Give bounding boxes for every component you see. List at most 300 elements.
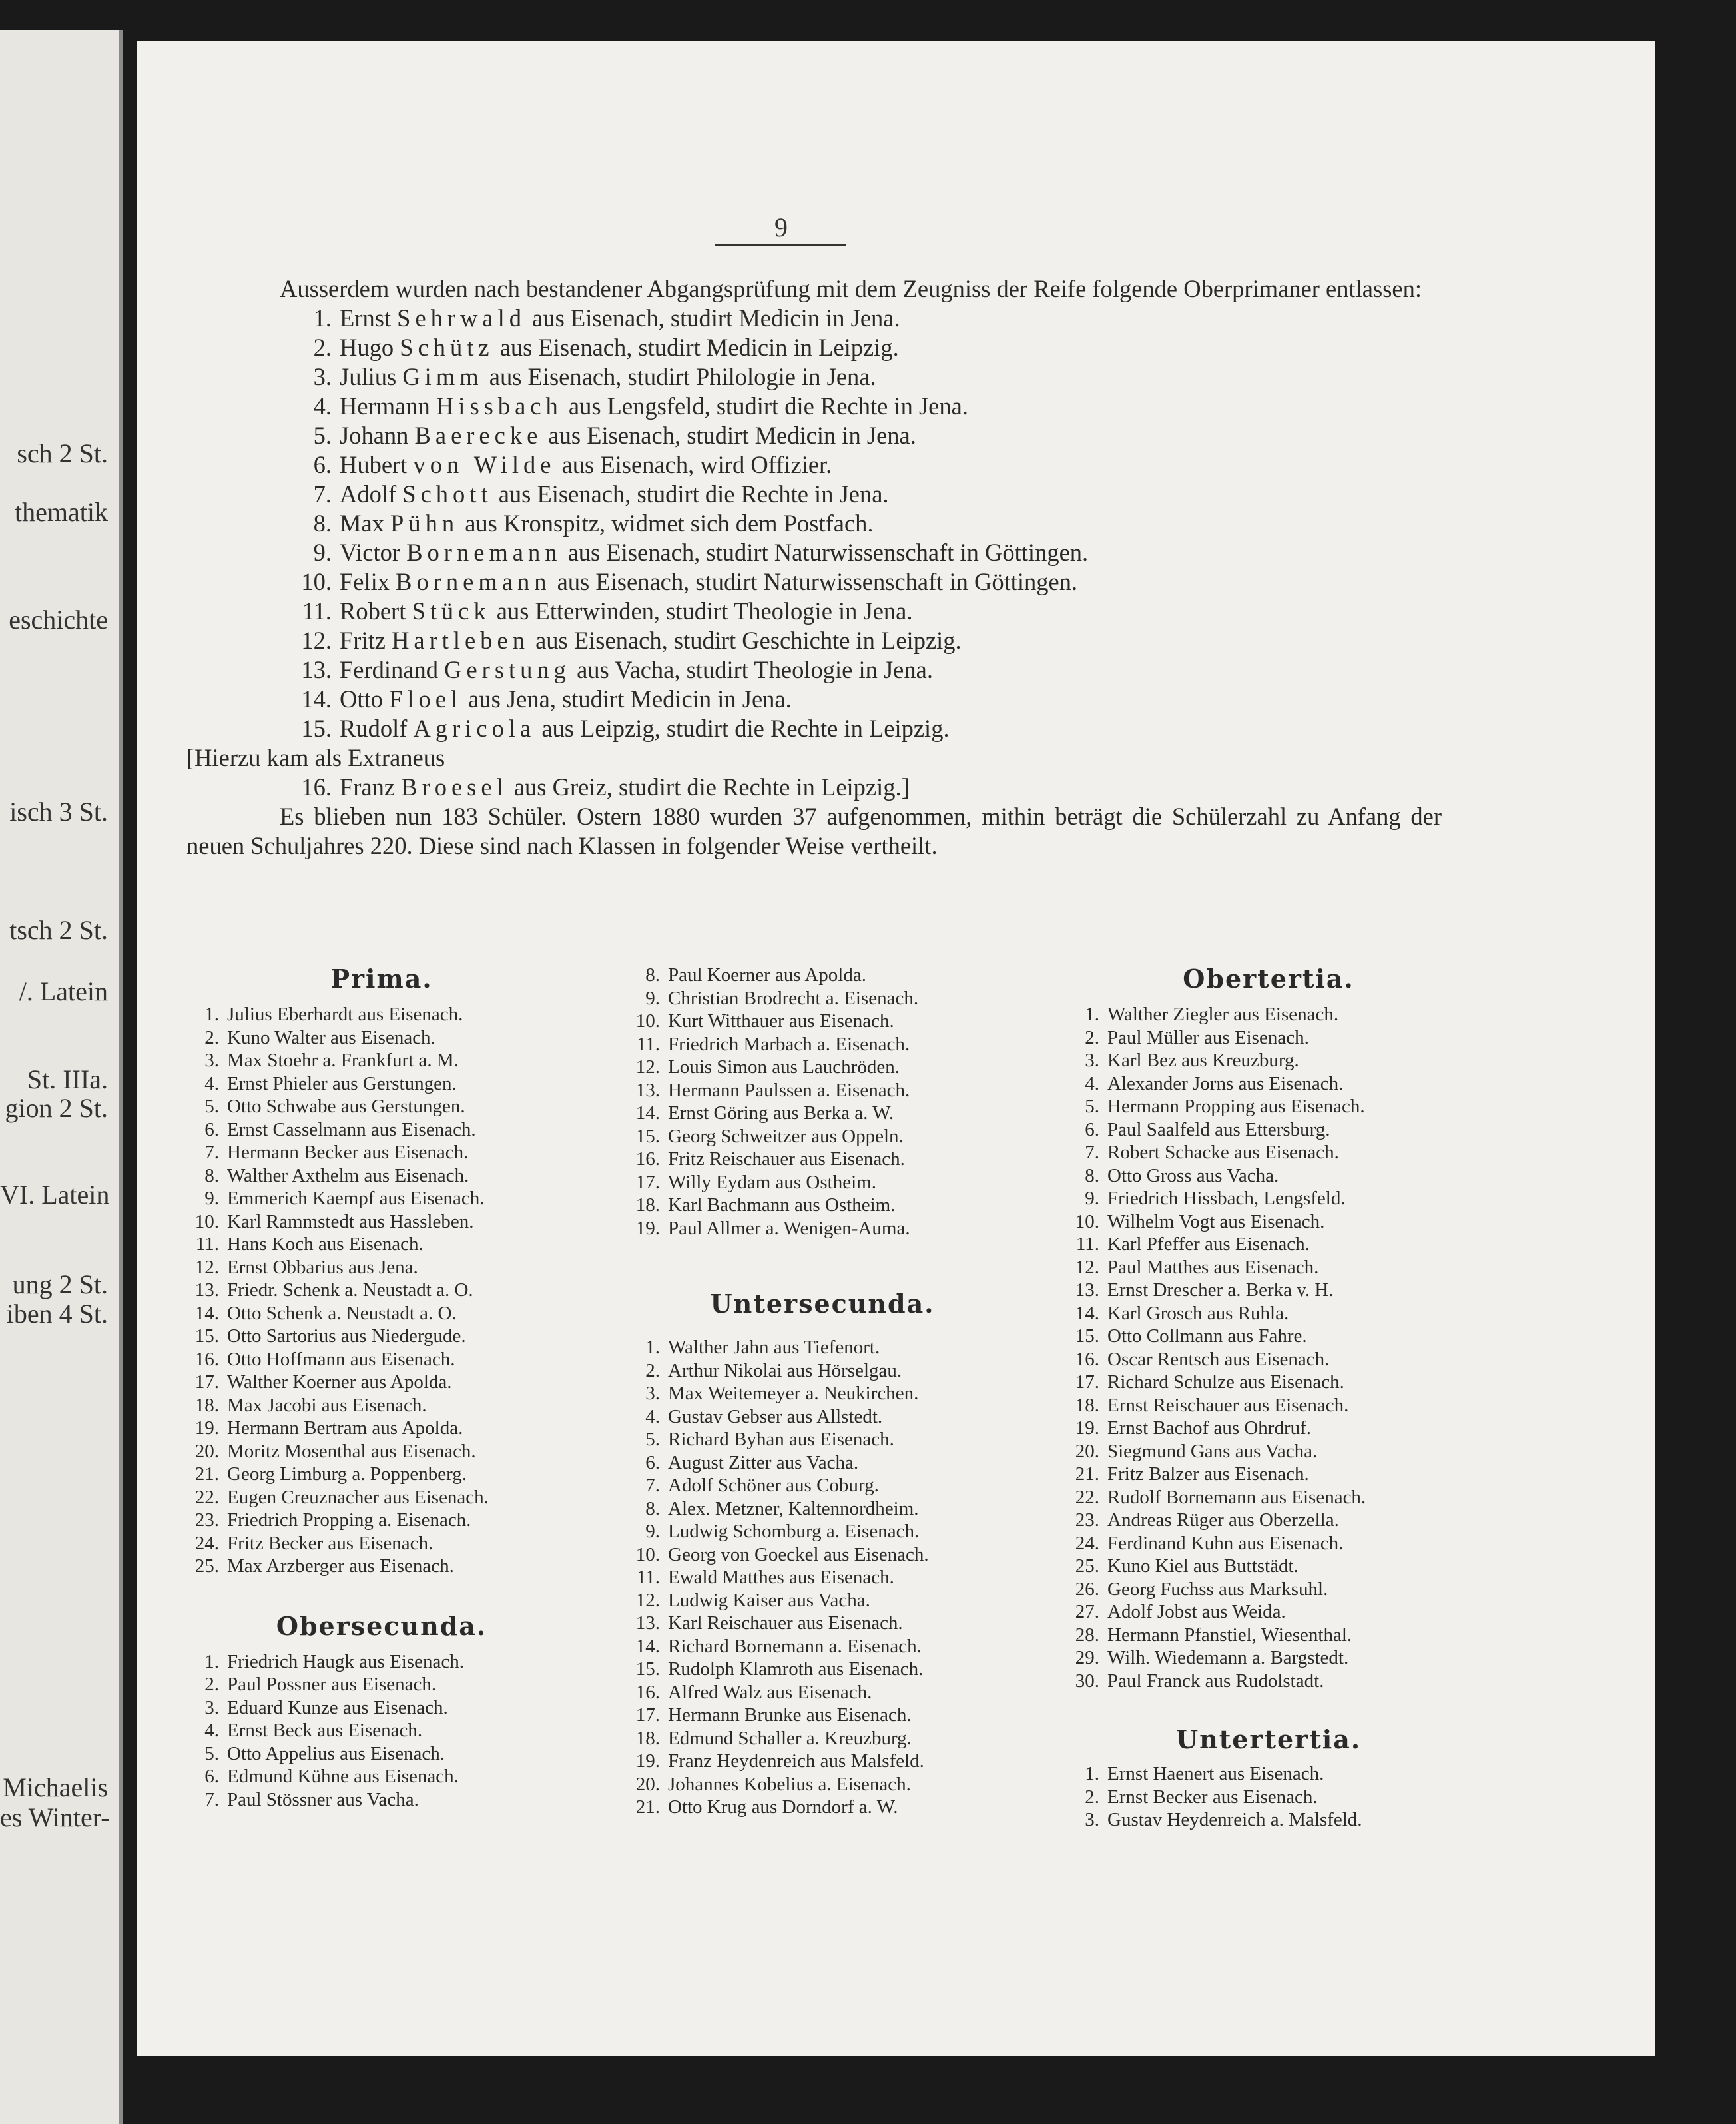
student-name: Paul Saalfeld aus Ettersburg. [1107,1118,1330,1140]
student-name: Richard Bornemann a. Eisenach. [668,1635,922,1657]
graduate-list [186,304,1442,743]
student-name: Otto Schwabe aus Gerstungen. [227,1096,465,1117]
student-name: Otto Appelius aus Eisenach. [227,1742,445,1764]
class-list-untersecunda [636,1336,1009,1819]
student-number: 3. [1085,1050,1099,1071]
graduate-detail: aus Leipzig, studirt die Rechte in Leipzig. [541,715,950,742]
student-number: 9. [204,1188,219,1209]
student-entry [1075,1670,1462,1693]
student-entry [195,1049,568,1072]
student-entry [195,1187,568,1210]
student-entry [1075,1348,1462,1371]
student-name: Richard Byhan aus Eisenach. [668,1429,894,1450]
student-entry [636,1125,1009,1148]
graduate-last-name: Sehrwald [397,304,527,332]
graduate-number: 10. [301,568,332,595]
graduate-number: 12. [301,627,332,654]
student-entry [195,1719,568,1742]
class-heading: Untertertia. [1175,1724,1362,1754]
graduate-detail: aus Eisenach, studirt Geschichte in Leipzig. [535,627,962,654]
student-entry [636,1543,1009,1567]
student-entry [195,1650,568,1674]
student-entry [636,1405,1009,1429]
student-entry [636,1497,1009,1521]
student-number: 4. [204,1720,219,1741]
student-entry [195,1486,568,1509]
student-name: Oscar Rentsch aus Eisenach. [1107,1348,1330,1370]
class-list-obersecunda-part1 [195,1650,568,1812]
student-name: Max Arzberger aus Eisenach. [227,1555,454,1577]
student-number: 23. [194,1509,219,1531]
student-number: 1. [1085,1763,1099,1784]
student-number: 20. [635,1773,660,1795]
student-number: 15. [635,1658,660,1680]
student-name: Ernst Obbarius aus Jena. [227,1256,418,1278]
column-left [195,964,568,1811]
student-entry [1075,1646,1462,1670]
graduate-item [186,509,1442,538]
margin-fragment: sch 2 St. [17,438,108,468]
student-entry [195,1348,568,1371]
graduate-last-name: Stück [412,597,491,625]
graduate-first-name: Adolf [340,480,397,508]
student-number: 29. [1075,1647,1099,1668]
student-name: Fritz Becker aus Eisenach. [227,1532,434,1554]
graduate-first-name: Ernst [340,304,392,332]
student-name: Ludwig Schomburg a. Eisenach. [668,1521,920,1542]
graduate-item [186,685,1442,714]
graduate-number: 7. [313,480,332,508]
class-list-obersecunda-part2 [636,964,1009,1239]
student-name: Ernst Haenert aus Eisenach. [1107,1763,1324,1784]
student-entry [1075,1210,1462,1234]
student-entry [636,1727,1009,1750]
student-name: Walther Ziegler aus Eisenach. [1107,1004,1339,1025]
student-entry [1075,1164,1462,1188]
student-number: 3. [1085,1809,1099,1830]
student-name: Ernst Casselmann aus Eisenach. [227,1118,476,1140]
student-name: Adolf Schöner aus Coburg. [668,1475,879,1496]
graduate-item [186,362,1442,392]
student-number: 20. [1075,1440,1099,1462]
student-entry [1075,1095,1462,1118]
student-name: Karl Pfeffer aus Eisenach. [1107,1234,1310,1255]
graduate-number: 16. [301,773,332,801]
student-entry [636,1750,1009,1773]
graduate-detail: aus Eisenach, studirt Medicin in Jena. [548,422,916,449]
student-entry [195,1394,568,1417]
student-number: 17. [1075,1371,1099,1393]
student-number: 22. [1075,1486,1099,1508]
closing-paragraph: Es blieben nun 183 Schüler. Ostern 1880 wurden 37 aufgenommen, mithin beträgt die Schülerzahl zu Anfang der neuen Schuljahres 220. Diese sind nach Klassen in folgender Weise vertheilt. [186,803,1442,859]
student-name: Andreas Rüger aus Oberzella. [1107,1509,1339,1531]
student-number: 10. [1075,1210,1099,1232]
student-number: 10. [635,1543,660,1565]
student-number: 3. [204,1696,219,1718]
student-entry [1075,1486,1462,1509]
student-number: 18. [1075,1394,1099,1416]
student-name: Fritz Balzer aus Eisenach. [1107,1463,1309,1485]
student-name: Ernst Phieler aus Gerstungen. [227,1072,457,1094]
student-number: 15. [194,1325,219,1347]
student-name: Karl Rammstedt aus Hassleben. [227,1210,474,1232]
student-number: 18. [635,1194,660,1216]
student-number: 7. [1085,1142,1099,1163]
student-number: 25. [1075,1555,1099,1577]
student-name: Ludwig Kaiser aus Vacha. [668,1589,870,1611]
graduate-first-name: Robert [340,597,406,625]
student-number: 19. [635,1217,660,1239]
margin-fragment: tsch 2 St. [9,915,108,945]
student-number: 17. [194,1371,219,1393]
graduate-first-name: Hugo [340,334,394,361]
student-entry [1075,1233,1462,1256]
student-name: Georg von Goeckel aus Eisenach. [668,1543,929,1565]
student-number: 1. [204,1004,219,1025]
student-name: Paul Koerner aus Apolda. [668,964,866,986]
graduate-number: 13. [301,656,332,683]
graduate-item [186,655,1442,685]
margin-fragment: es Winter- [0,1802,110,1832]
student-entry [195,1164,568,1188]
page-number-rule [715,244,846,246]
graduate-item [186,626,1442,655]
student-number: 1. [1085,1004,1099,1025]
student-number: 5. [204,1742,219,1764]
student-name: Paul Franck aus Rudolstadt. [1107,1670,1324,1692]
graduate-number: 1. [313,304,332,332]
student-entry [1075,1118,1462,1142]
student-number: 30. [1075,1670,1099,1692]
student-name: Friedr. Schenk a. Neustadt a. O. [227,1279,473,1301]
student-number: 28. [1075,1624,1099,1646]
student-entry [195,1026,568,1050]
student-entry [1075,1394,1462,1417]
margin-fragment: thematik [15,497,108,527]
student-name: Otto Krug aus Dorndorf a. W. [668,1796,898,1818]
student-name: Friedrich Haugk aus Eisenach. [227,1650,464,1672]
student-entry [195,1095,568,1118]
student-number: 7. [204,1788,219,1810]
student-number: 13. [635,1079,660,1101]
student-number: 6. [204,1766,219,1787]
graduate-number: 14. [301,685,332,713]
student-name: Paul Matthes aus Eisenach. [1107,1256,1319,1278]
student-entry [1075,1279,1462,1302]
student-name: Kuno Walter aus Eisenach. [227,1026,435,1048]
class-lists [137,964,1655,1963]
student-name: Rudolf Bornemann aus Eisenach. [1107,1486,1366,1508]
margin-fragment: isch 3 St. [9,797,108,827]
student-entry [636,1589,1009,1612]
student-name: Friedrich Hissbach, Lengsfeld. [1107,1188,1346,1209]
student-entry [195,1463,568,1486]
student-number: 4. [1085,1072,1099,1094]
student-number: 2. [1085,1026,1099,1048]
graduate-detail: aus Eisenach, studirt Naturwissenschaft in Göttingen. [567,539,1089,566]
graduate-detail: aus Eisenach, studirt Philologie in Jena. [489,363,876,390]
student-number: 8. [1085,1164,1099,1186]
student-number: 14. [1075,1302,1099,1324]
student-name: Otto Schenk a. Neustadt a. O. [227,1302,457,1324]
student-entry [1075,1624,1462,1647]
graduate-last-name: von Wilde [413,451,556,478]
student-number: 21. [194,1463,219,1485]
graduate-first-name: Max [340,510,384,537]
student-entry [636,1148,1009,1171]
graduate-last-name: Gerstung [444,656,571,683]
student-entry [195,1555,568,1578]
student-name: Ernst Bachof aus Ohrdruf. [1107,1417,1312,1439]
graduation-section [186,274,1442,861]
student-number: 21. [1075,1463,1099,1485]
extraneus-list [186,773,1442,802]
student-number: 4. [204,1072,219,1094]
student-name: Willy Eydam aus Ostheim. [668,1171,876,1193]
margin-fragment: St. IIIa. [27,1064,108,1094]
graduate-detail: aus Etterwinden, studirt Theologie in Jena. [496,597,913,625]
student-entry [636,1359,1009,1383]
student-name: Paul Allmer a. Wenigen-Auma. [668,1217,910,1239]
student-entry [636,1194,1009,1217]
student-number: 9. [645,987,660,1009]
student-name: Otto Hoffmann aus Eisenach. [227,1348,455,1370]
graduate-last-name: Schütz [400,334,494,361]
student-name: Johannes Kobelius a. Eisenach. [668,1773,911,1795]
margin-fragment: VI. Latein [0,1180,110,1210]
student-name: Richard Schulze aus Eisenach. [1107,1371,1344,1393]
student-number: 2. [204,1026,219,1048]
student-number: 19. [194,1417,219,1439]
student-number: 10. [635,1010,660,1032]
graduate-last-name: Hartleben [392,627,529,654]
student-name: Hermann Paulssen a. Eisenach. [668,1079,910,1101]
student-entry [1075,1187,1462,1210]
student-name: Adolf Jobst aus Weida. [1107,1601,1286,1622]
graduate-number: 8. [313,510,332,537]
student-number: 3. [645,1383,660,1404]
class-heading: Untersecunda. [710,1289,935,1319]
margin-fragment: gion 2 St. [5,1093,108,1123]
student-entry [195,1210,568,1234]
graduate-last-name: Bornemann [406,539,562,566]
margin-fragment: Michaelis [3,1772,108,1802]
student-name: Louis Simon aus Lauchröden. [668,1056,900,1078]
column-middle [636,964,1009,1819]
page-number: 9 [774,212,788,242]
student-name: Franz Heydenreich aus Malsfeld. [668,1750,924,1772]
student-entry [636,1079,1009,1102]
student-entry [1075,1555,1462,1578]
graduate-last-name: Agricola [413,715,536,742]
graduate-first-name: Rudolf [340,715,408,742]
student-number: 21. [635,1796,660,1818]
student-entry [1075,1417,1462,1440]
student-entry [636,1520,1009,1543]
student-name: Gustav Gebser aus Allstedt. [668,1405,883,1427]
student-entry [195,1233,568,1256]
graduate-first-name: Fritz [340,627,386,654]
student-entry [636,1773,1009,1796]
student-number: 26. [1075,1578,1099,1600]
student-name: Ernst Reischauer aus Eisenach. [1107,1394,1349,1416]
student-entry [636,1704,1009,1727]
student-name: Ernst Beck aus Eisenach. [227,1720,423,1741]
student-name: Paul Stössner aus Vacha. [227,1788,419,1810]
student-number: 16. [635,1148,660,1170]
margin-fragment: eschichte [9,605,108,635]
graduate-item [186,480,1442,509]
graduate-first-name: Felix [340,568,390,595]
student-entry [195,1003,568,1026]
graduate-detail: aus Eisenach, studirt Medicin in Jena. [532,304,900,332]
student-number: 15. [635,1125,660,1147]
student-number: 2. [1085,1786,1099,1808]
student-entry [1075,1141,1462,1164]
student-name: Siegmund Gans aus Vacha. [1107,1440,1318,1462]
graduate-detail: aus Eisenach, studirt die Rechte in Jena. [498,480,889,508]
student-name: Eugen Creuznacher aus Eisenach. [227,1486,489,1508]
student-name: Max Weitemeyer a. Neukirchen. [668,1383,919,1404]
student-number: 9. [1085,1188,1099,1209]
graduate-detail: aus Eisenach, wird Offizier. [561,451,832,478]
student-entry [1075,1578,1462,1601]
student-entry [636,1033,1009,1056]
graduate-number: 9. [313,539,332,566]
student-name: Paul Possner aus Eisenach. [227,1674,437,1695]
student-entry [1075,1532,1462,1555]
graduate-item [186,597,1442,626]
student-number: 15. [1075,1325,1099,1347]
graduate-first-name: Franz [340,773,396,801]
student-number: 27. [1075,1601,1099,1622]
graduate-last-name: Pühn [390,510,459,537]
student-name: Karl Grosch aus Ruhla. [1107,1302,1289,1324]
student-entry [195,1302,568,1325]
student-number: 19. [1075,1417,1099,1439]
student-entry [195,1673,568,1696]
student-name: Georg Limburg a. Poppenberg. [227,1463,467,1485]
student-number: 8. [645,964,660,986]
margin-fragment: /. Latein [19,976,108,1006]
student-name: Friedrich Marbach a. Eisenach. [668,1033,910,1055]
student-number: 18. [635,1727,660,1749]
student-entry [636,1171,1009,1194]
student-entry [195,1141,568,1164]
margin-fragment: ung 2 St. [12,1269,108,1299]
student-number: 13. [635,1612,660,1634]
student-entry [195,1742,568,1766]
student-number: 16. [635,1681,660,1703]
graduate-item [186,773,1442,802]
graduate-first-name: Hermann [340,392,430,420]
graduate-item [186,304,1442,333]
student-number: 8. [645,1497,660,1519]
extraneus-note: [Hierzu kam als Extraneus [186,744,445,771]
margin-fragment: iben 4 St. [6,1299,108,1329]
student-name: Edmund Schaller a. Kreuzburg. [668,1727,912,1749]
student-name: Hermann Pfanstiel, Wiesenthal. [1107,1624,1352,1646]
student-name: Christian Brodrecht a. Eisenach. [668,987,919,1009]
graduate-first-name: Julius [340,363,397,390]
student-number: 16. [1075,1348,1099,1370]
student-entry [636,1474,1009,1497]
student-entry [636,1681,1009,1704]
graduate-detail: aus Kronspitz, widmet sich dem Postfach. [465,510,874,537]
student-entry [1075,1325,1462,1348]
graduate-item [186,450,1442,480]
student-entry [1075,1762,1462,1786]
student-entry [636,1658,1009,1681]
student-name: Hermann Bertram aus Apolda. [227,1417,463,1439]
student-number: 11. [1075,1234,1099,1255]
graduate-item [186,392,1442,421]
class-list-obertertia [1075,1003,1462,1692]
graduate-last-name: Baerecke [414,422,543,449]
student-entry [195,1279,568,1302]
student-entry [195,1325,568,1348]
graduate-first-name: Johann [340,422,409,449]
student-name: Fritz Reischauer aus Eisenach. [668,1148,905,1170]
student-number: 6. [645,1451,660,1473]
adjacent-page-edge [0,30,123,2124]
graduate-number: 15. [301,715,332,742]
student-name: Max Jacobi aus Eisenach. [227,1394,427,1416]
student-name: Wilhelm Vogt aus Eisenach. [1107,1210,1325,1232]
graduate-number: 6. [313,451,332,478]
graduate-first-name: Hubert [340,451,408,478]
student-number: 5. [645,1429,660,1450]
student-name: Hermann Brunke aus Eisenach. [668,1704,912,1726]
student-name: Georg Schweitzer aus Oppeln. [668,1125,904,1147]
student-name: Alex. Metzner, Kaltennordheim. [668,1497,919,1519]
student-entry [636,1451,1009,1475]
student-name: Alexander Jorns aus Eisenach. [1107,1072,1344,1094]
student-entry [1075,1302,1462,1325]
student-name: Ernst Göring aus Berka a. W. [668,1102,894,1124]
student-number: 25. [194,1555,219,1577]
student-entry [1075,1509,1462,1532]
graduate-last-name: Bornemann [396,568,551,595]
student-name: Walther Koerner aus Apolda. [227,1371,452,1393]
student-number: 10. [194,1210,219,1232]
student-entry [1075,1072,1462,1096]
student-number: 4. [645,1405,660,1427]
graduate-number: 2. [313,334,332,361]
student-entry [636,1336,1009,1359]
student-name: Moritz Mosenthal aus Eisenach. [227,1440,476,1462]
student-number: 12. [635,1589,660,1611]
student-entry [195,1440,568,1463]
graduate-number: 3. [313,363,332,390]
student-name: Ewald Matthes aus Eisenach. [668,1567,894,1588]
student-name: Wilh. Wiedemann a. Bargstedt. [1107,1647,1349,1668]
student-number: 11. [195,1234,219,1255]
student-entry [636,1217,1009,1240]
student-number: 3. [204,1050,219,1071]
graduate-first-name: Ferdinand [340,656,438,683]
student-name: Karl Bez aus Kreuzburg. [1107,1050,1299,1071]
student-entry [195,1788,568,1812]
student-entry [1075,1808,1462,1832]
student-number: 17. [635,1704,660,1726]
graduate-detail: aus Eisenach, studirt Naturwissenschaft in Göttingen. [557,568,1078,595]
student-name: Hermann Propping aus Eisenach. [1107,1096,1365,1117]
student-name: Hermann Becker aus Eisenach. [227,1142,469,1163]
student-number: 1. [204,1650,219,1672]
graduate-detail: aus Eisenach, studirt Medicin in Leipzig. [499,334,899,361]
student-entry [195,1118,568,1142]
